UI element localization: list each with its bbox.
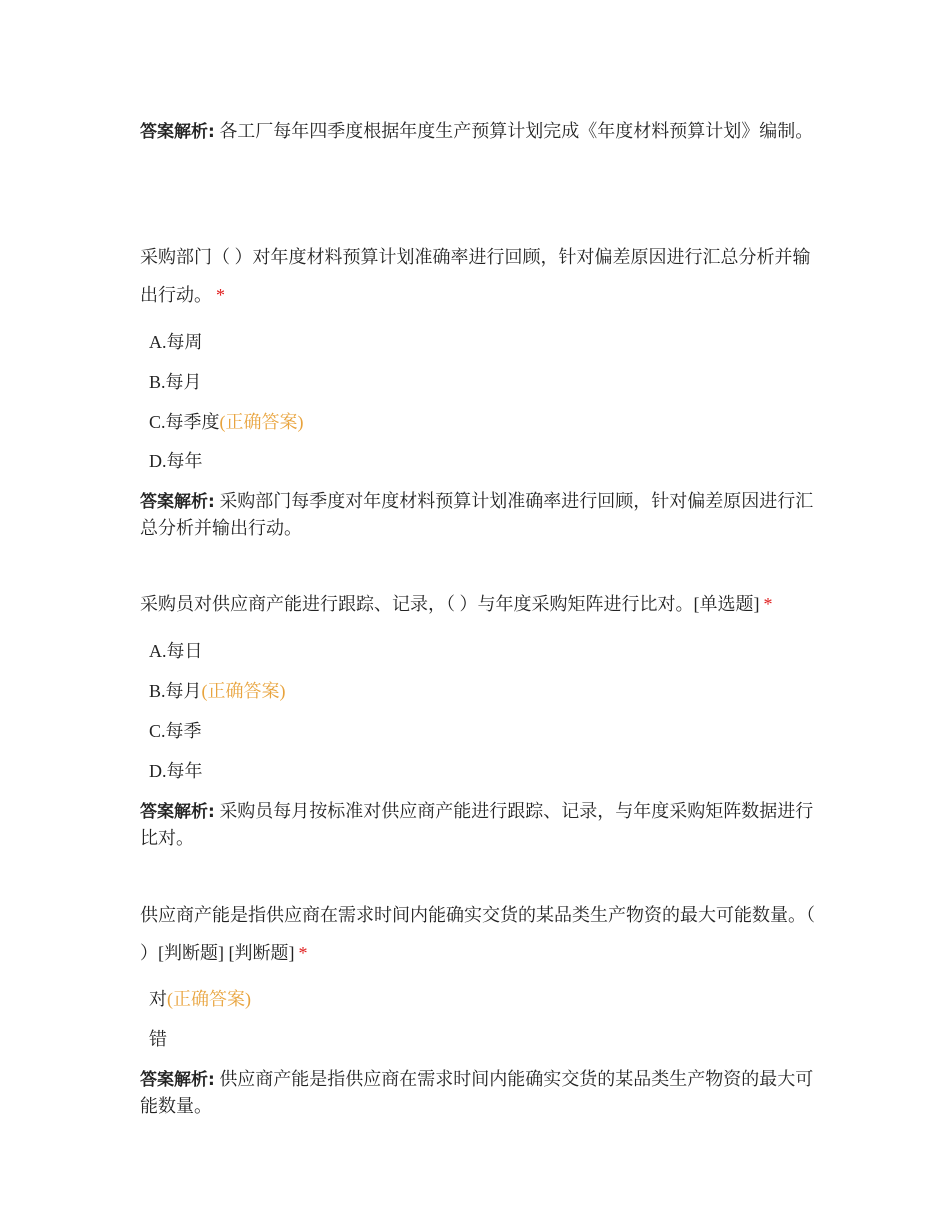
- option-label: A.每周: [149, 332, 203, 352]
- option-label: 错: [149, 1029, 167, 1049]
- option-item[interactable]: [149, 1027, 167, 1051]
- option-label: 对: [149, 989, 167, 1009]
- analysis-text: 采购员每月按标准对供应商产能进行跟踪、记录，与年度采购矩阵数据进行比对。: [140, 801, 814, 848]
- analysis-label: 答案解析:: [140, 1070, 215, 1090]
- option-label: D.每年: [149, 761, 203, 781]
- analysis-text: 各工厂每年四季度根据年度生产预算计划完成《年度材料预算计划》编制。: [219, 121, 814, 141]
- option-item[interactable]: [149, 679, 286, 703]
- analysis-text: 供应商产能是指供应商在需求时间内能确实交货的某品类生产物资的最大可能数量。: [140, 1069, 814, 1116]
- option-item[interactable]: [149, 987, 251, 1011]
- question-body: 供应商产能是指供应商在需求时间内能确实交货的某品类生产物资的最大可能数量。（ ）[判断题] [判断题]: [140, 905, 815, 963]
- required-mark: *: [763, 594, 773, 614]
- correct-answer-marker: (正确答案): [167, 989, 251, 1009]
- analysis-label: 答案解析:: [140, 802, 215, 822]
- required-mark: *: [298, 943, 308, 963]
- option-label: B.每月: [149, 372, 202, 392]
- option-item[interactable]: [149, 449, 203, 473]
- analysis-text: 采购部门每季度对年度材料预算计划准确率进行回顾，针对偏差原因进行汇总分析并输出行动。: [140, 491, 814, 538]
- answer-analysis: [140, 798, 815, 851]
- question-text: [140, 896, 815, 972]
- required-mark: *: [216, 285, 225, 305]
- question-body: 采购部门（ ）对年度材料预算计划准确率进行回顾，针对偏差原因进行汇总分析并输出行动。: [140, 247, 811, 305]
- option-label: D.每年: [149, 451, 203, 471]
- option-label: C.每季度: [149, 412, 220, 432]
- option-item[interactable]: [149, 410, 304, 434]
- option-item[interactable]: [149, 639, 203, 663]
- question-body: 采购员对供应商产能进行跟踪、记录，（ ）与年度采购矩阵进行比对。[单选题]: [140, 594, 760, 614]
- answer-analysis: [140, 488, 815, 541]
- option-label: C.每季: [149, 721, 202, 741]
- answer-analysis: [140, 118, 815, 145]
- option-item[interactable]: [149, 719, 202, 743]
- option-item[interactable]: [149, 370, 202, 394]
- correct-answer-marker: (正确答案): [201, 681, 286, 701]
- option-label: B.每月: [149, 681, 202, 701]
- analysis-label: 答案解析:: [140, 122, 215, 142]
- option-item[interactable]: [149, 759, 203, 783]
- question-text: [140, 585, 840, 623]
- question-text: [140, 238, 815, 314]
- correct-answer-marker: (正确答案): [219, 412, 304, 432]
- answer-analysis: [140, 1066, 815, 1119]
- analysis-label: 答案解析:: [140, 492, 215, 512]
- option-label: A.每日: [149, 641, 203, 661]
- option-item[interactable]: [149, 330, 203, 354]
